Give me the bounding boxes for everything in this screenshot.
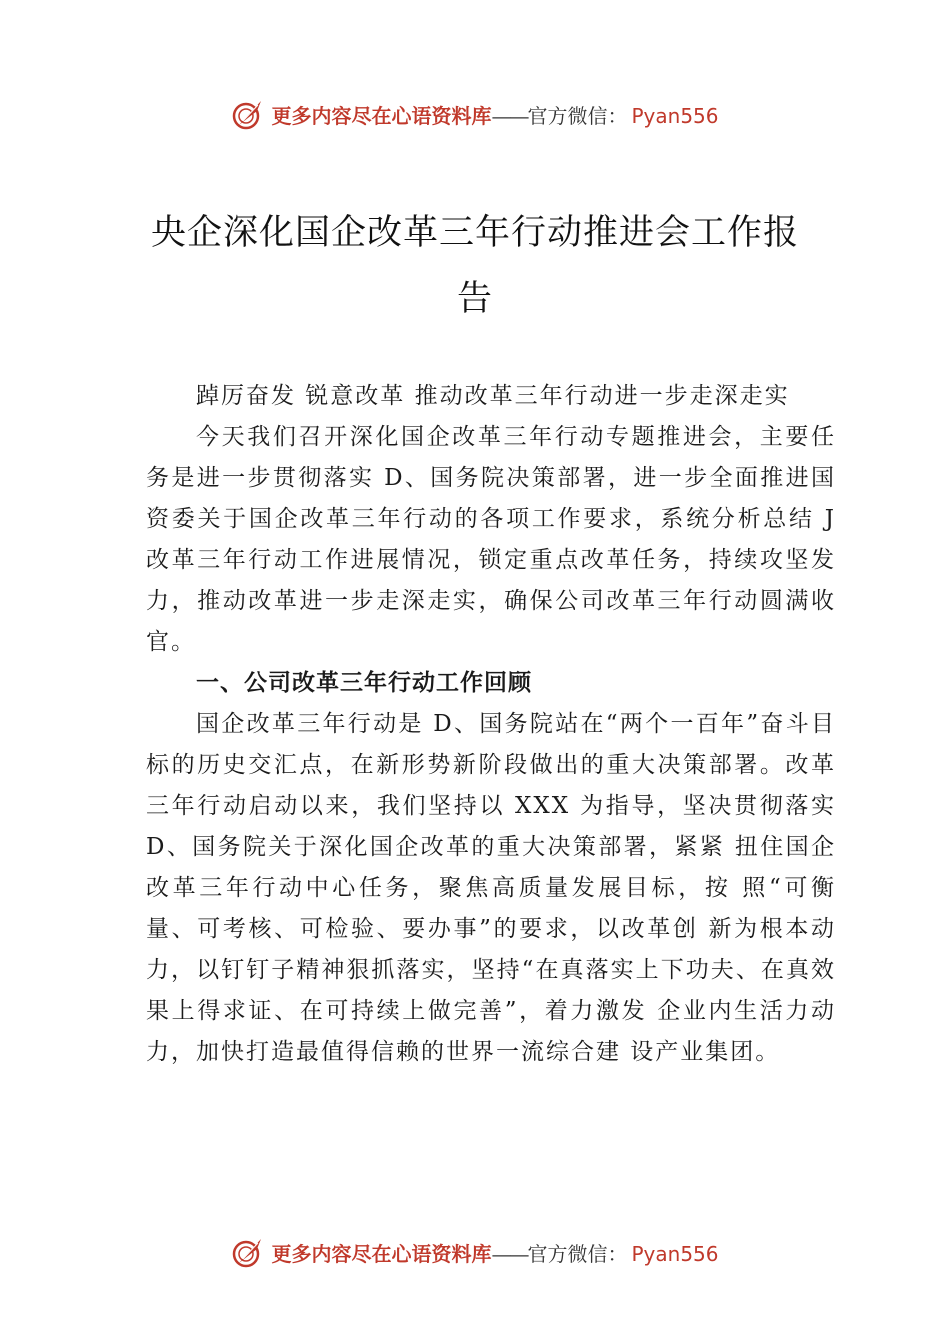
quill-pen-seal-icon [231, 97, 265, 131]
banner-colon: ： [607, 1241, 628, 1266]
quill-pen-seal-icon [231, 1235, 265, 1269]
banner-library-text: 更多内容尽在心语资料库 [271, 103, 492, 128]
banner-library-text: 更多内容尽在心语资料库 [271, 1241, 492, 1266]
paragraph-review: 国企改革三年行动是 D、国务院站在“两个一百年”奋斗目标的历史交汇点，在新形势新阶段做出的重大决策部署。改革三年行动启动以来，我们坚持以 XXX 为指导，坚决贯彻落实 D、国务院关于深化国企改革的重大决策部署，紧紧 扭住国企改革三年行动中心任务，聚焦高质量发展目标，按 照“可衡量、可考核、可检验、要办事”的要求，以改革创 新为根本动力，以钉钉子精神狠抓落实，坚持“在真落实上下功夫、在真效果上得求证、在可持续上做完善”，着力激发 企业内生活力动力，加快打造最值得信赖的世界一流综合建 设产业集团。 [146, 711, 836, 1065]
footer-banner [0, 1230, 950, 1274]
banner-wechat-label: 官方微信 [527, 103, 608, 128]
banner-wechat-id: Pyan556 [631, 103, 719, 128]
paragraph-intro: 今天我们召开深化国企改革三年行动专题推进会，主要任务是进一步贯彻落实 D、国务院决策部署，进一步全面推进国资委关于国企改革三年行动的各项工作要求，系统分析总结 J 改革三年行动工作进展情况，锁定重点改革任务，持续攻坚发力，推动改革进一步走深走实，确保公司改革三年行动圆满收官。 [146, 424, 836, 655]
banner-text [271, 100, 718, 129]
header-banner [0, 92, 950, 136]
banner-wechat-id: Pyan556 [631, 1241, 719, 1266]
document-body [146, 376, 836, 1073]
document-title: 央企深化国企改革三年行动推进会工作报告 [150, 213, 799, 319]
section-heading: 一、公司改革三年行动工作回顾 [196, 670, 532, 696]
banner-separator: —— [491, 1241, 528, 1266]
banner-text [271, 1238, 718, 1267]
banner-colon: ： [607, 103, 628, 128]
banner-separator: —— [491, 103, 528, 128]
document-subtitle: 踔厉奋发 锐意改革 推动改革三年行动进一步走深走实 [196, 383, 790, 409]
banner-wechat-label: 官方微信 [527, 1241, 608, 1266]
